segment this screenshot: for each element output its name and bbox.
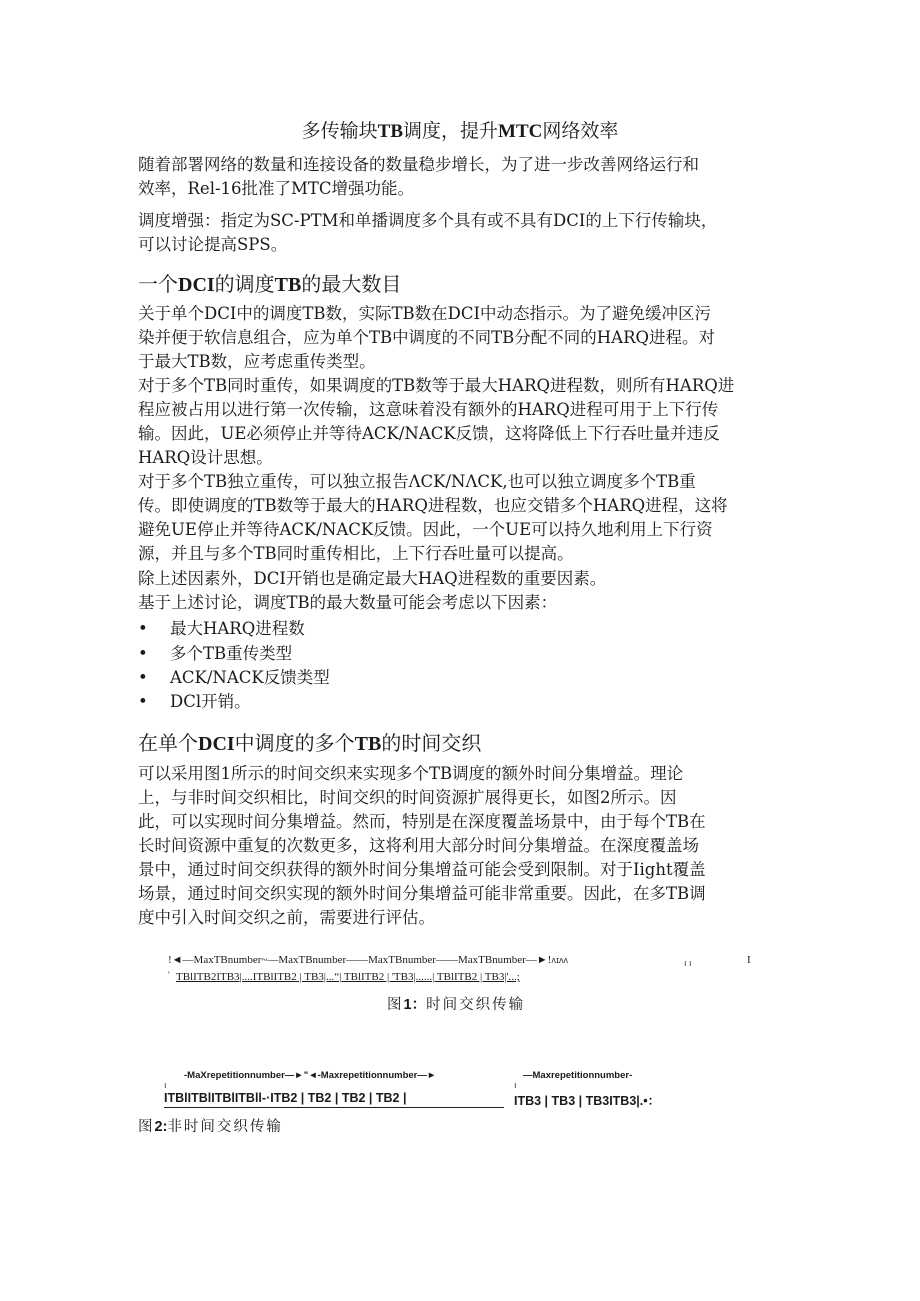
title-bold: TB (377, 121, 403, 142)
text-line: 对于多个TB同时重传，如果调度的TB数等于最大HARQ进程数，则所有HARQ进 (138, 376, 735, 395)
section-heading-max-tb (138, 268, 401, 297)
enhancement-paragraph (138, 209, 788, 256)
caption-text: 非时间交织传输 (167, 1119, 283, 1135)
title-text: 多传输块 (301, 120, 378, 142)
fig1-top-tail: ʌɪʌʌ (551, 955, 569, 965)
fig2-mid-mark: ı (514, 1080, 517, 1090)
text-line: 可以采用图1所示的时间交织来实现多个TB调度的额外时间分集增益。理论 (138, 764, 684, 783)
title-text: 网络效率 (542, 120, 619, 142)
text-line: 此，可以实现时间分集增益。然而，特别是在深度覆盖场景中，由于每个TB在 (138, 812, 706, 831)
caption-number: 1： (403, 997, 427, 1013)
text-line: 长时间资源中重复的次数更多，这将利用大部分时间分集增益。在深度覆盖场 (138, 836, 699, 855)
list-item (138, 640, 292, 664)
list-item-text: 最大HARQ进程数 (170, 619, 305, 638)
list-item (138, 664, 330, 688)
text-line: 度中引入时间交织之前，需要进行评估。 (138, 908, 435, 927)
text-line: 场景，通过时间交织实现的额外时间分集增益可能非常重要。因此，在多TB调 (138, 884, 706, 903)
bullet-icon: • (138, 619, 148, 638)
text-line: 关于单个DCI中的调度TB数，实际TB数在DCI中动态指示。为了避免缓冲区污 (138, 304, 712, 323)
list-item (138, 688, 251, 712)
text-line: 调度增强：指定为SC-PTM和单播调度多个具有或不具有DCI的上下行传输块， (138, 211, 718, 230)
paragraph-independent-retx (138, 470, 788, 566)
fig1-top-text: !◄—MaxTBnumber~—MaxTBnumber——MaxTBnumber——MaxTBnumber—►! (168, 954, 552, 966)
heading-bold: DCI (198, 733, 235, 755)
text-line: 可以讨论提高SPS。 (138, 235, 288, 254)
text-line: 传。即使调度的TB数等于最大的HARQ进程数，也应交错多个HARQ进程，这将 (138, 496, 728, 515)
list-item-text: 多个TB重传类型 (170, 644, 293, 663)
paragraph-tb-count (138, 302, 788, 374)
text-line: HARQ设计思想。 (138, 448, 273, 467)
section-heading-time-interleave (138, 727, 481, 756)
text-line: 随着部署网络的数量和连接设备的数量稳步增长，为了进一步改善网络运行和 (138, 155, 699, 174)
paragraph-time-interleave (138, 762, 788, 930)
text-line: 于最大TB数，应考虑重传类型。 (138, 352, 376, 371)
paragraph-factors-intro: 基于上述讨论，调度TB的最大数量可能会考虑以下因素： (138, 593, 558, 612)
bullet-icon: • (138, 668, 148, 687)
fig2-left-mark: ı (164, 1080, 167, 1090)
heading-text: 的时间交织 (381, 731, 482, 755)
text-line: 对于多个TB独立重传，可以独立报告ΛCK/NΛCK,也可以独立调度多个TB重 (138, 472, 696, 491)
text-line: 避免UE停止并等待ACK/NACK反馈。因此，一个UE可以持久地利用上下行资 (138, 520, 713, 539)
fig2-top-right: —Maxrepetitionnumber- (523, 1070, 633, 1081)
figure-2-caption (138, 1115, 283, 1136)
text-line: 景中，通过时间交织获得的额外时间分集增益可能会受到限制。对于Iight覆盖 (138, 860, 706, 879)
fig2-tb-sequence-right: ITB3 | TB3 | TB3ITB3|.•： (514, 1094, 661, 1108)
bullet-icon: • (138, 644, 148, 663)
figure-2-diagram (164, 1068, 724, 1112)
title-bold: MTC (498, 121, 543, 142)
list-item (138, 615, 305, 639)
fig2-tb-sequence-left: ITBlITBlITBlITBll-·ITB2 | TB2 | TB2 | TB2 | (164, 1091, 407, 1105)
fig2-top-left: -MaXrepetitionnumber—►"◄-Maxrepetitionnumber—► (184, 1070, 437, 1081)
fig1-left-mark: ' (168, 970, 170, 980)
heading-text: 一个 (138, 272, 178, 296)
fig1-top-row (168, 954, 568, 966)
page-title (0, 116, 920, 143)
intro-paragraph (138, 153, 788, 200)
text-line: 程应被占用以进行第一次传输，这意味着没有额外的HARQ进程可用于上下行传 (138, 400, 719, 419)
text-line: 上，与非时间交织相比，时间交织的时间资源扩展得更长，如图2所示。因 (138, 788, 677, 807)
figure-1-diagram (168, 950, 788, 990)
text-line: 源，并且与多个TB同时重传相比，上下行吞吐量可以提高。 (138, 544, 574, 563)
caption-text: 图 (387, 997, 404, 1013)
text-line: 染并便于软信息组合，应为单个TB中调度的不同TB分配不同的HARQ进程。对 (138, 328, 716, 347)
heading-bold: DCI (178, 274, 215, 296)
list-item-text: ACK/NACK反馈类型 (170, 668, 330, 687)
fig1-right-marks: ı ı (684, 958, 692, 968)
title-text: 调度，提升 (403, 120, 499, 142)
heading-text: 的最大数目 (301, 272, 402, 296)
caption-text: 时间交织传输 (426, 997, 526, 1013)
heading-text: 中调度的多个 (234, 731, 355, 755)
bullet-icon: • (138, 692, 148, 711)
heading-bold: TB (274, 274, 302, 296)
heading-text: 在单个 (138, 731, 198, 755)
paragraph-dci-overhead: 除上述因素外，DCI开销也是确定最大HAQ进程数的重要因素。 (138, 569, 607, 588)
heading-text: 的调度 (214, 272, 275, 296)
fig2-baseline (164, 1107, 504, 1108)
text-line: 输。因此，UE必须停止并等待ACK/NACK反馈，这将降低上下行吞吐量并违反 (138, 424, 720, 443)
list-item-text: DCl开销。 (170, 692, 251, 711)
fig1-tb-sequence: TBlITB2ITB3|....ITBlITB2 | TB3|...“| TBlITB2 | 'TB3|......| TBlITB2 | TB3|'...; (176, 971, 520, 983)
fig1-right-bar: I (747, 954, 751, 966)
caption-number: 2: (154, 1119, 168, 1135)
paragraph-simultaneous-retx (138, 374, 788, 470)
figure-1-caption (387, 993, 525, 1014)
heading-bold: TB (354, 733, 382, 755)
text-line: 效率，Rel-16批准了MTC增强功能。 (138, 179, 415, 198)
caption-text: 图 (138, 1119, 155, 1135)
